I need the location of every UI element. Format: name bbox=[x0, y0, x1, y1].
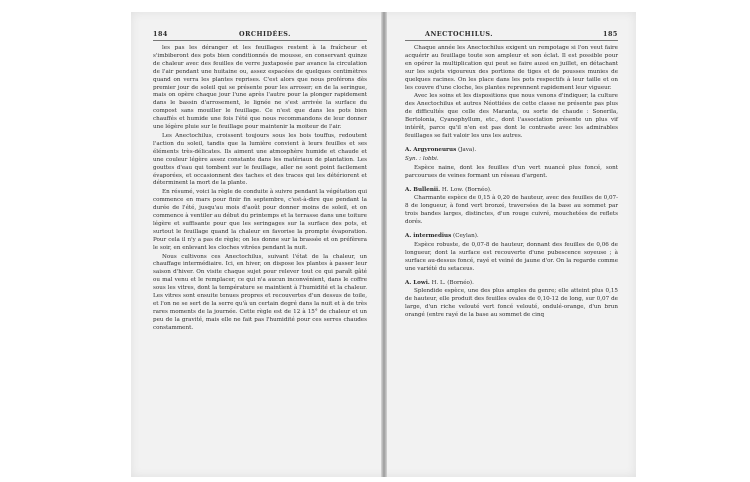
species-name: A. Bullenii. bbox=[405, 186, 441, 193]
left-running-head: ORCHIDÉES. bbox=[239, 30, 291, 38]
book-spread bbox=[131, 12, 636, 477]
right-paragraph: Avec les soins et les dispositions que nous venons d'indiquer, la culture des Anectochilus et autres Néottiées de cette classe ne présente pas plus de difficultés que celle des Maranta, ou sorte de chaude : Sonerila, Bertolonia, Cyanophyllum, etc., dont l'association présente un plus vif intérêt, parce qu'il n'en est pas dont le contraste avec les admirables feuillages se fait valoir les uns les autres. bbox=[405, 93, 618, 139]
right-header-rule bbox=[405, 40, 618, 41]
species-name: A. Argyroneurus bbox=[405, 146, 457, 153]
right-page-number: 185 bbox=[603, 30, 618, 38]
species-entry bbox=[405, 280, 618, 288]
left-page bbox=[131, 12, 383, 477]
species-name: A. intermedius bbox=[405, 233, 452, 240]
species-name: A. Lowi. bbox=[405, 279, 430, 286]
right-page bbox=[385, 12, 636, 477]
species-description: Espèce robuste, de 0,07-8 de hauteur, donnant des feuilles de 0,06 de longueur, dont la surface est recouverte d'une pubescence soyeuse ; à surface au-dessus foncé, rayé et veiné de jaune d'or. On la regarde comme une variété du setaceus. bbox=[405, 241, 618, 272]
species-synonym-text: Syn. : lobbi. bbox=[405, 155, 439, 162]
left-paragraph: En résumé, voici la règle de conduite à suivre pendant la végétation qui commence en mars pour finir fin septembre, c'est-à-dire que pendant la durée de l'été, jusqu'au mois d'août pour donner moins de soleil, et on commence à ventiler au début du printemps et la terrasse dans une toiture légère et suffisante pour que les seringages sur la surface des pots, et surtout le feuillage quand la chaleur en favorise la prompte évaporation. Pour cela il n'y a pas de règle; on les donne sur la brassée et on préfèrera le soir, en enlevant les cloches vitrées pendant la nuit. bbox=[153, 189, 367, 251]
left-header-rule bbox=[153, 40, 367, 41]
left-page-number: 184 bbox=[153, 30, 168, 38]
left-paragraph: Nous cultivons ces Anectochilus, suivant l'état de la chaleur, un chauffage intermédiaire. Ici, en hiver, on dispose les plantes à passer leur saison d'hiver. On visite chaque sujet pour relever tout ce qui paraît gâté ou mal venu et le remplacer, ce qui n'a aucun inconvénient, dans le coffre sous les vitres, dont la température se maintient à l'humidité et la chaleur. Les vitres sont ensuite tenues propres et recouvertes d'un dessus de toile, et l'on ne se sert de la serre qu'à un certain degré dans la nuit et à de très rares moments de la journée. Cette règle est de 12 à 15° de chaleur et un peu de la gravité, mais elle ne fait pas l'humidité pour ces serres chaudes constamment. bbox=[153, 253, 367, 331]
right-page-body bbox=[405, 45, 618, 321]
species-entry bbox=[405, 233, 618, 241]
left-paragraph: les pas les déranger et les feuillages restent à la fraîcheur et s'imbiberont des pots bien conditionnés de mousse, en conservant quinze de chaleur avec des feuilles de verre juxtaposée par avance la circulation de l'air pendant une huitaine ou, assez espacées de quelques centimètres quand on verra les plantes reprises. C'est alors que nous proférons dès premier jour de soleil qui se présente pour les arroser; en de la seringue, mais on opère chaque jour l'une après l'autre pour la plonger rapidement dans le bassin d'arrosement, le lignée ne s'est arrivée la surface du compost sans mouiller le feuillage. Ce n'est que dans les pots bien chauffés et humide une fois l'été que nous recommandons de leur donner une légère pluie sur le feuillage pour maintenir la moiteur de l'air. bbox=[153, 45, 367, 131]
species-description: Splendide espèce, une des plus amples du genre; elle atteint plus 0,15 de hauteur, elle produit des feuilles ovales de 0,10-12 de long, sur 0,07 de large, d'un riche velouté vert foncé velouté, ondulé-orange, d'un brun orangé (entre rayé de la base au sommet de cinq bbox=[405, 288, 618, 319]
left-paragraph: Les Anectochilus, croissent toujours sous les bois touffus, redoutent l'action du soleil, tandis que la lumière convient à leurs feuilles et ses éléments très-délicates. Ils aiment une atmosphère humide et chaude et une couleur légère assez constante dans les matériaux de plantation. Les gouttes d'eau qui tombent sur le feuillage, aller ne sont point facilement évaporées, et occasionnent des taches et des traces qui les détériorent et déterminent la mort de la plante. bbox=[153, 132, 367, 187]
species-description: Espèce naine, dont les feuilles d'un vert nuancé plus foncé, sont parcourues de veines formant un réseau d'argent. bbox=[405, 164, 618, 179]
species-description: Charmante espèce de 0,15 à 0,20 de hauteur, avec des feuilles de 0,07-8 de longueur, à fond vert bronzé, traversées de la base au sommet par trois bandes larges, distinctes, d'un rouge cuivré, mouchetées de reflets dorés. bbox=[405, 195, 618, 226]
left-page-body bbox=[153, 45, 367, 334]
species-entry bbox=[405, 187, 618, 195]
species-synonym bbox=[405, 156, 618, 164]
right-paragraph: Chaque année les Anectochilus exigent un rempotage si l'on veut faire acquérir au feuillage toute son ampleur et son éclat. Il est possible pour en opérer la multiplication qui peut se faire aussi en juillet, en détachant sur les sujets vigoureux des portions de tiges et de pousses munies de quelques racines. On les place dans les pots respectifs à leur taille et on les couvre d'une cloche, les plantes reprennent rapidement leur vigueur. bbox=[405, 45, 618, 91]
species-author: (Ceylan). bbox=[453, 233, 479, 240]
species-author: H. Low. (Bornéo). bbox=[441, 186, 492, 193]
species-author: (Java). bbox=[458, 146, 477, 153]
right-running-head: ANECTOCHILUS. bbox=[425, 30, 494, 38]
species-entry bbox=[405, 147, 618, 155]
species-author: H. L. (Bornéo). bbox=[431, 279, 474, 286]
